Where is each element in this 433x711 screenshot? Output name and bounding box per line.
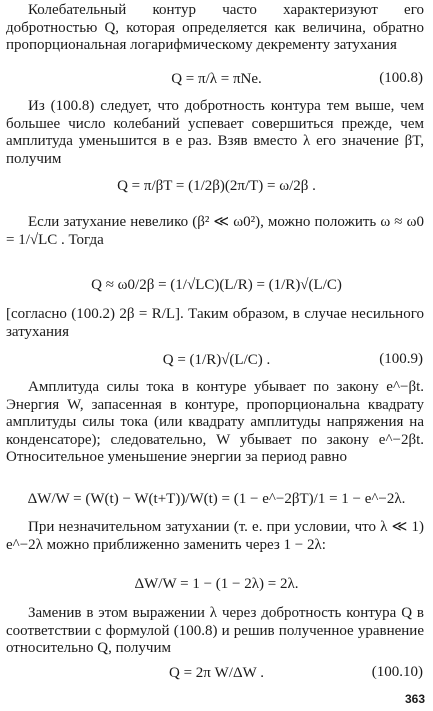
paragraph-7: Заменив в этом выражении λ через добротность контура Q в соответствии с формулой (100.8) и решив полученное уравнение относительно Q, получим	[6, 605, 424, 656]
equation-100-10: Q = 2π W/ΔW .	[169, 665, 264, 681]
paragraph-5: Амплитуда силы тока в контуре убывает по закону e^−βt. Энергия W, запасенная в контуре, пропорциональна квадрату амплитуды силы тока (или квадрату амплитуды напряжения на конденсаторе); следовательно, W убывает по закону e^−2βt. Относительное уменьшение энергии за период равно	[6, 379, 424, 465]
page-number: 363	[404, 692, 425, 706]
equation-q-beta: Q = π/βT = (1/2β)(2π/T) = ω/2β .	[117, 178, 316, 194]
equation-small-damping: ΔW/W = 1 − (1 − 2λ) = 2λ.	[134, 576, 299, 592]
paragraph-4: [согласно (100.2) 2β = R/L]. Таким образом, в случае несильного затухания	[6, 306, 424, 340]
paragraph-6: При незначительном затухании (т. е. при условии, что λ ≪ 1) e^−2λ можно приближенно заменить через 1 − 2λ:	[6, 519, 424, 553]
equation-delta-w: ΔW/W = (W(t) − W(t+T))/W(t) = (1 − e^−2βT)/1 = 1 − e^−2λ.	[27, 491, 406, 507]
equation-number: (100.10)	[371, 664, 423, 680]
equation-q-approx: Q ≈ ω0/2β = (1/√LC)(L/R) = (1/R)√(L/C)	[91, 277, 342, 293]
equation-number: (100.9)	[379, 351, 423, 367]
equation-100-9: Q = (1/R)√(L/C) .	[162, 352, 271, 368]
paragraph-intro: Колебательный контур часто характеризуют его добротностью Q, которая определяется как величина, обратно пропорциональная логарифмическому декременту затухания	[6, 2, 424, 53]
paragraph-3: Если затухание невелико (β² ≪ ω0²), можно положить ω ≈ ω0 = 1/√LC . Тогда	[6, 214, 424, 248]
equation-number: (100.8)	[379, 70, 423, 86]
paragraph-2: Из (100.8) следует, что добротность контура тем выше, чем большее число колебаний успевает совершиться прежде, чем амплитуда уменьшится в e раз. Взяв вместо λ его значение βT, получим	[6, 98, 424, 167]
equation-100-8: Q = π/λ = πNe.	[171, 71, 262, 87]
